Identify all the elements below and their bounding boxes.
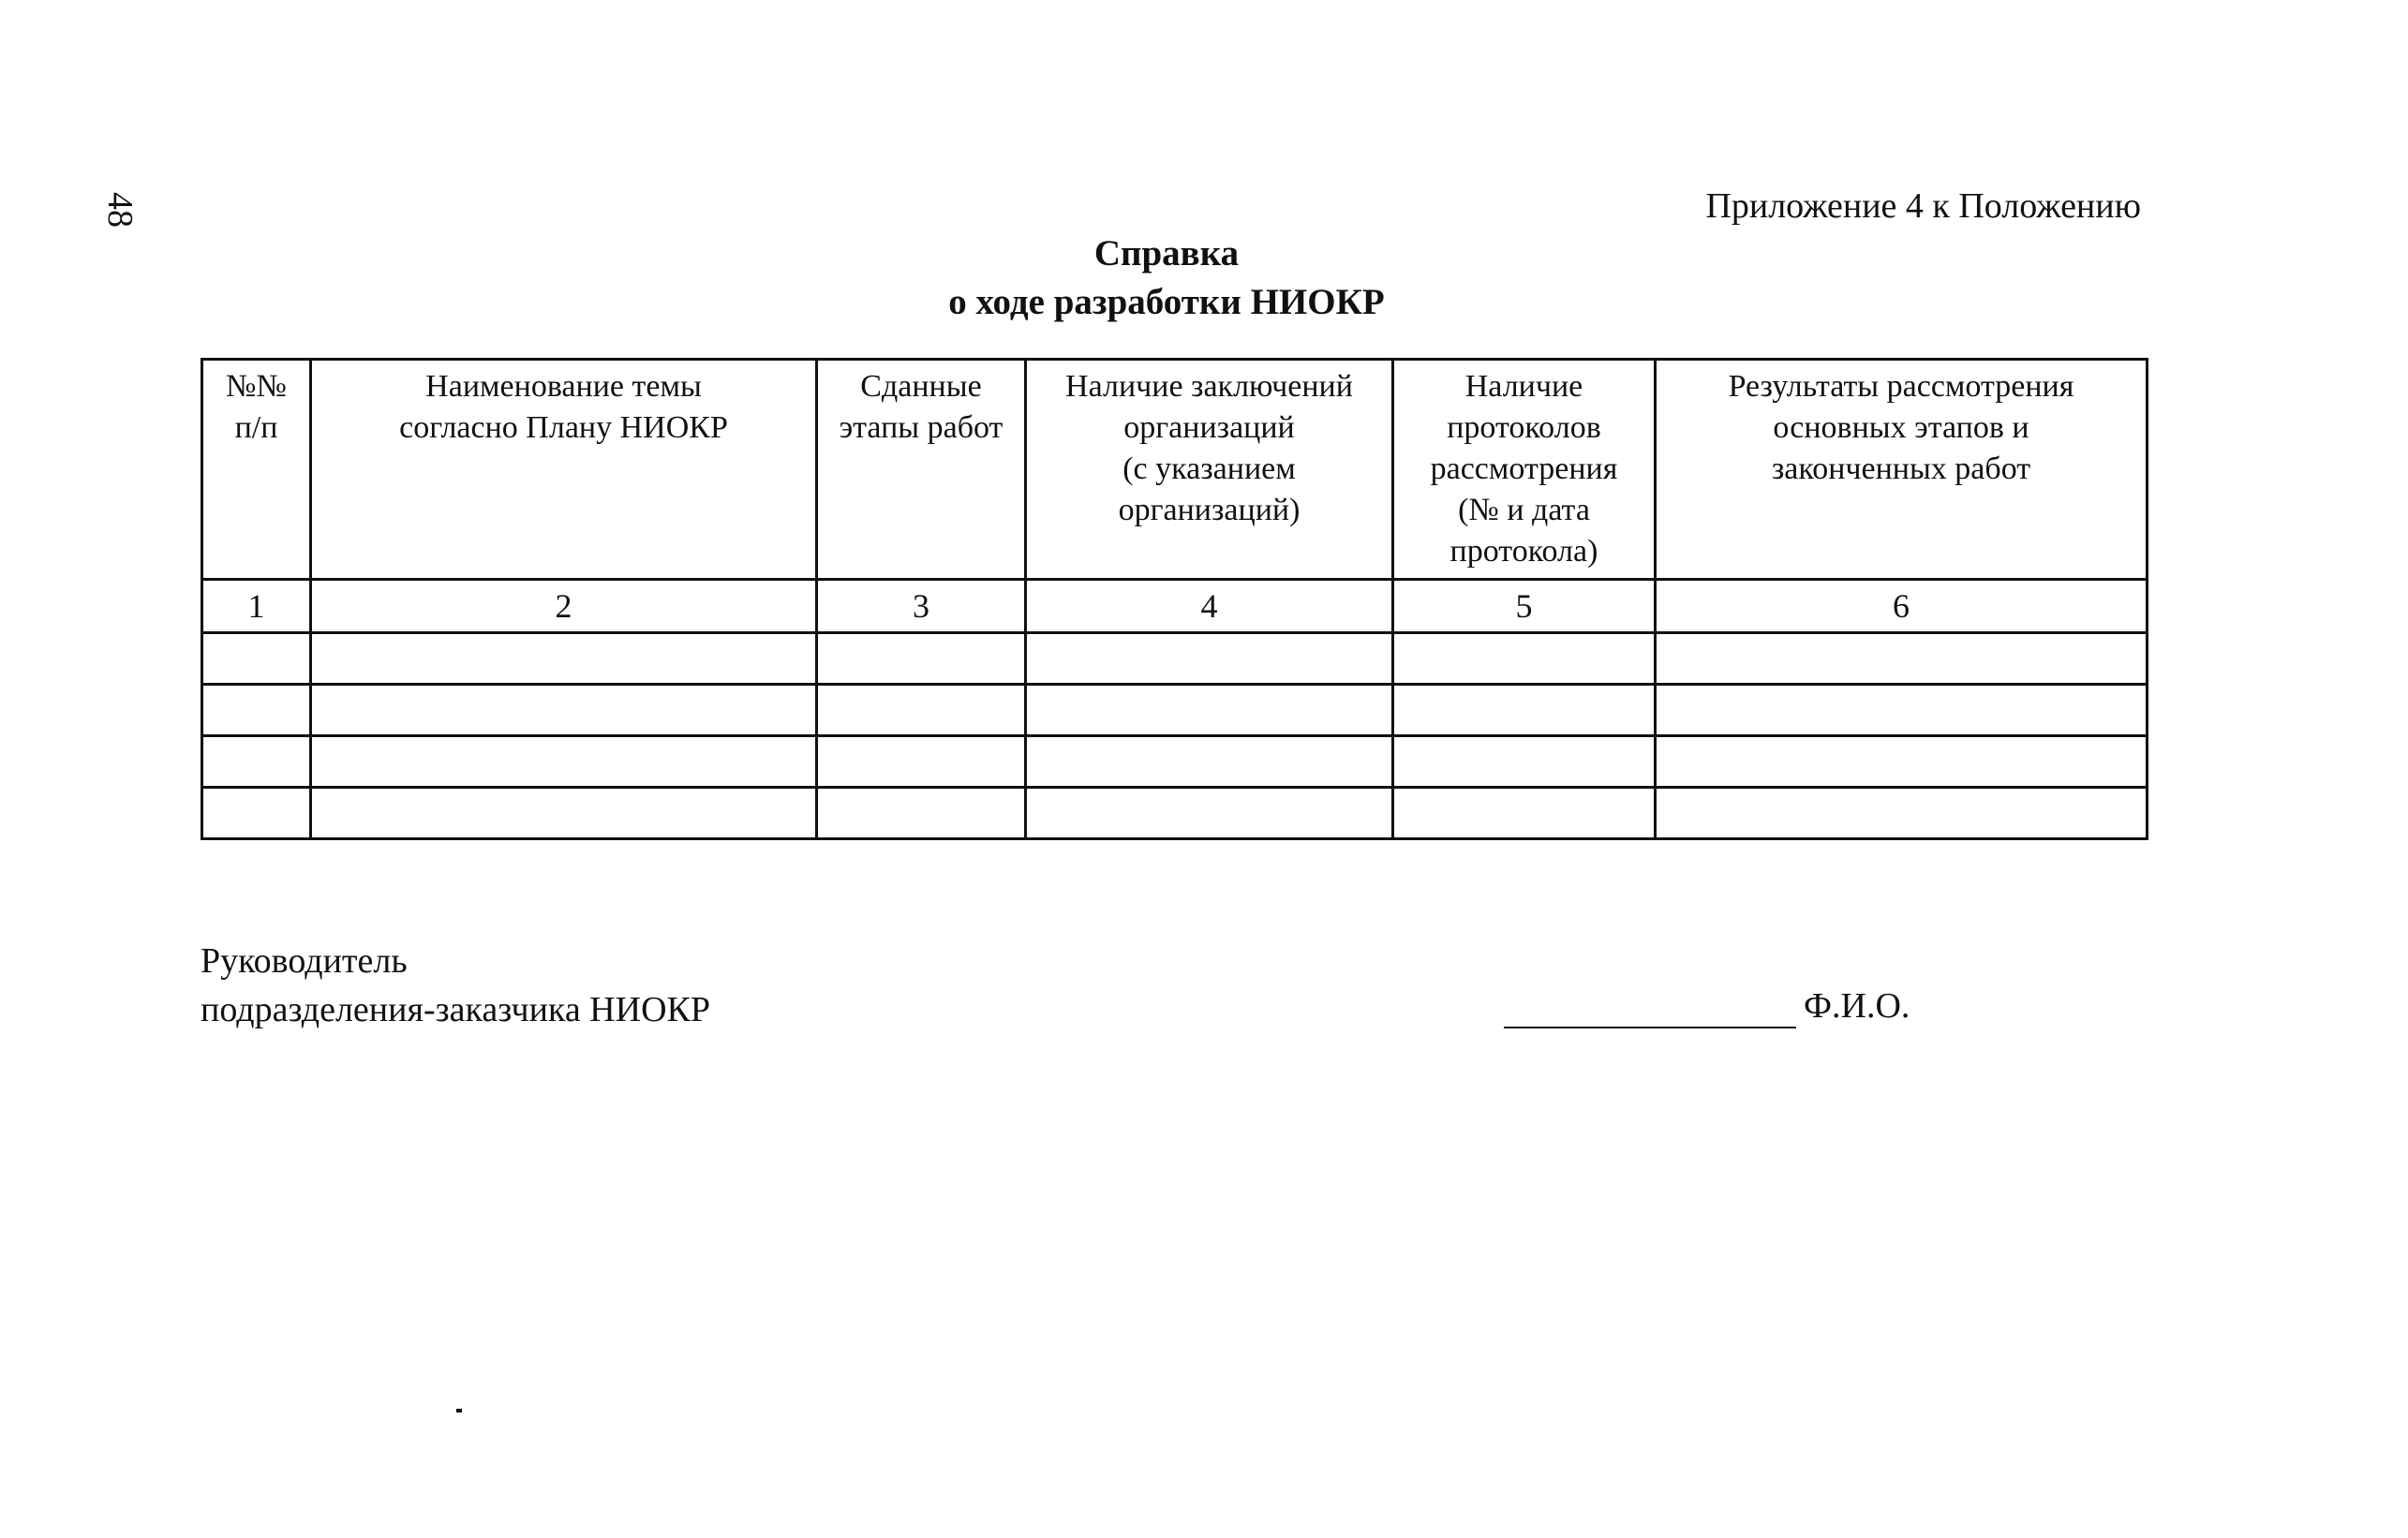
header-cell-protocols [1393, 360, 1656, 580]
column-number-cell: 5 [1393, 580, 1656, 633]
signer-block [201, 937, 710, 1034]
header-text: Сданные [860, 369, 982, 404]
table-header-row [202, 360, 2148, 580]
table-cell [202, 736, 311, 788]
table-row [202, 633, 2148, 685]
table-cell [1393, 685, 1656, 736]
table-cell [311, 685, 817, 736]
header-cell-topic [311, 360, 817, 580]
signature-line [1504, 1027, 1796, 1028]
table-cell [1026, 633, 1393, 685]
table-row [202, 788, 2148, 839]
document-subtitle: о ходе разработки НИОКР [948, 282, 1385, 322]
header-text: протокола) [1449, 534, 1598, 569]
table-cell [311, 736, 817, 788]
header-cell-number [202, 360, 311, 580]
page-number: 48 [100, 192, 140, 228]
header-text: (№ и дата [1458, 493, 1590, 527]
table-cell [1393, 736, 1656, 788]
header-text: этапы работ [839, 410, 1003, 445]
table-row [202, 736, 2148, 788]
column-number-row [202, 580, 2148, 633]
table-cell [311, 633, 817, 685]
table-cell [311, 788, 817, 839]
header-text: согласно Плану НИОКР [399, 410, 728, 445]
column-number-cell: 1 [202, 580, 311, 633]
signer-department: подразделения-заказчика НИОКР [201, 990, 710, 1029]
header-text: п/п [234, 410, 278, 445]
column-number-cell: 6 [1656, 580, 2148, 633]
header-text: Результаты рассмотрения [1728, 369, 2074, 404]
header-text: Наименование темы [425, 369, 702, 404]
table-cell [202, 633, 311, 685]
table-cell [1026, 736, 1393, 788]
table-cell [1656, 685, 2148, 736]
header-text: основных этапов и [1773, 410, 2029, 445]
header-text: организаций [1123, 410, 1295, 445]
table-cell [1393, 788, 1656, 839]
table-cell [817, 685, 1026, 736]
header-text: Наличие заключений [1065, 369, 1353, 404]
header-text: №№ [226, 369, 287, 404]
header-cell-results [1656, 360, 2148, 580]
table-cell [817, 788, 1026, 839]
table-cell [1656, 788, 2148, 839]
table-cell [1026, 685, 1393, 736]
header-cell-conclusions [1026, 360, 1393, 580]
table-cell [1026, 788, 1393, 839]
column-number-cell: 2 [311, 580, 817, 633]
stray-mark [456, 1409, 462, 1412]
table-cell [1656, 633, 2148, 685]
signer-title: Руководитель [201, 941, 408, 981]
header-text: протоколов [1447, 410, 1601, 445]
document-title: Справка [1093, 233, 1240, 274]
header-text: организаций) [1118, 493, 1301, 527]
table-row [202, 685, 2148, 736]
signer-name-placeholder: Ф.И.О. [1804, 986, 1910, 1026]
appendix-label: Приложение 4 к Положению [1705, 186, 2141, 226]
report-table [201, 358, 2148, 840]
table-cell [817, 633, 1026, 685]
header-text: (с указанием [1122, 451, 1296, 486]
header-cell-stages [817, 360, 1026, 580]
table-cell [817, 736, 1026, 788]
header-text: законченных работ [1771, 451, 2031, 486]
table-cell [202, 685, 311, 736]
table-cell [1656, 736, 2148, 788]
table-cell [202, 788, 311, 839]
table-cell [1393, 633, 1656, 685]
column-number-cell: 4 [1026, 580, 1393, 633]
header-text: рассмотрения [1430, 451, 1618, 486]
header-text: Наличие [1464, 369, 1583, 404]
column-number-cell: 3 [817, 580, 1026, 633]
